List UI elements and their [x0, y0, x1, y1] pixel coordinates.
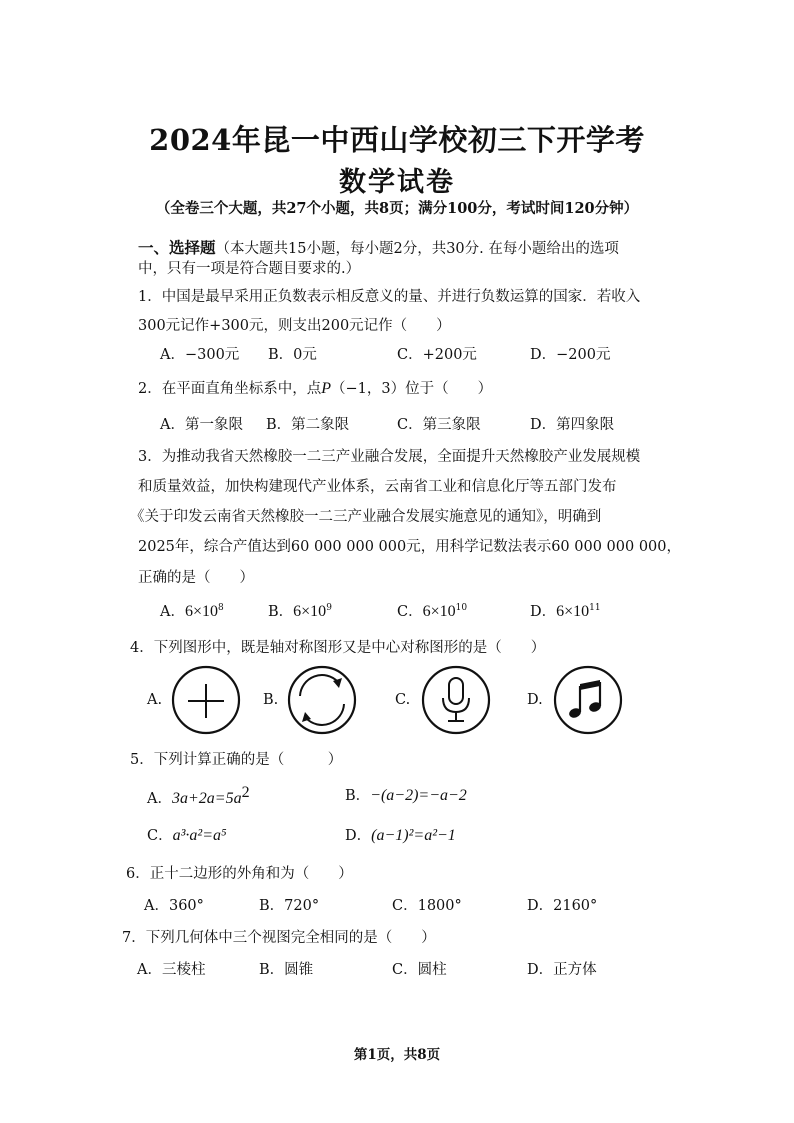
q5-option-b[interactable] [345, 784, 467, 805]
question-3-line-5: 正确的是（ ） [138, 570, 254, 586]
question-3-line-3: 《关于印发云南省天然橡胶一二三产业融合发展实施意见的通知》，明确到 [130, 509, 602, 525]
page-title: 2024年昆一中西山学校初三下开学考 [149, 123, 645, 157]
q6-option-a[interactable]: A．360° [144, 898, 204, 914]
question-5-stem: 5．下列计算正确的是（ ） [130, 752, 343, 768]
q5-option-a-expr: 3a+2a=5a [171, 789, 242, 807]
q5-option-d[interactable] [345, 824, 456, 845]
q2-point: P [321, 380, 332, 397]
q5-option-b-expr: −(a−2)=−a−2 [370, 787, 467, 804]
question-3-line-1: 3．为推动我省天然橡胶一二三产业融合发展，全面提升天然橡胶产业发展规模 [138, 449, 641, 465]
q2-option-b[interactable]: B．第二象限 [266, 417, 350, 433]
q3-option-a-exp: 8 [218, 603, 224, 614]
q6-option-d[interactable]: D．2160° [527, 898, 598, 914]
q3-option-b-label: B． [268, 604, 294, 620]
q3-option-d-exp: 11 [589, 603, 601, 614]
q1-option-a[interactable]: A．−300元 [160, 347, 240, 363]
q5-option-d-label: D． [345, 828, 372, 844]
question-2-stem [138, 377, 492, 398]
page-subject: 数学试卷 [339, 167, 455, 198]
q2-coords: （−1，3） [331, 381, 406, 397]
q4-option-b-figure-rotate-arrows-icon[interactable] [286, 664, 358, 736]
q4-option-a-label[interactable]: A. [147, 692, 163, 708]
q5-option-c-label: C． [147, 828, 173, 844]
q4-option-c-figure-microphone-icon[interactable] [420, 664, 492, 736]
q2-option-a[interactable]: A．第一象限 [160, 417, 243, 433]
q7-option-d[interactable]: D．正方体 [527, 962, 597, 978]
q3-option-c-base: 6×10 [422, 603, 456, 620]
q7-option-c[interactable]: C．圆柱 [392, 962, 447, 978]
q3-option-d-base: 6×10 [556, 603, 590, 620]
q3-option-a-label: A． [160, 604, 185, 620]
q5-option-a-exp: 2 [241, 784, 250, 801]
q3-option-d[interactable] [530, 600, 601, 621]
q5-option-a[interactable] [147, 784, 250, 808]
page-footer: 第1页，共8页 [353, 1047, 441, 1063]
q4-option-b-label[interactable]: B. [263, 692, 279, 708]
question-1-line-1: 1．中国是最早采用正负数表示相反意义的量、并进行负数运算的国家．若收入 [138, 289, 641, 305]
q3-option-b-exp: 9 [326, 603, 332, 614]
q3-option-c-label: C． [397, 604, 423, 620]
q4-option-c-label[interactable]: C. [395, 692, 411, 708]
q3-option-b-base: 6×10 [293, 603, 327, 620]
q5-option-d-expr: (a−1)²=a²−1 [371, 827, 456, 844]
question-1-line-2: 300元记作+300元，则支出200元记作（ ） [138, 318, 451, 334]
q7-option-b[interactable]: B．圆锥 [259, 962, 314, 978]
q3-option-d-label: D． [530, 604, 557, 620]
q3-option-c-exp: 10 [455, 603, 468, 614]
section-heading: 一、选择题 [138, 238, 216, 257]
q2-option-c[interactable]: C．第三象限 [397, 417, 481, 433]
section-heading-row [138, 236, 619, 258]
q6-option-c[interactable]: C．1800° [392, 898, 462, 914]
q5-option-c-expr: a³·a²=a⁵ [172, 827, 227, 844]
section-instructions: （本大题共15小题，每小题2分，共30分. 在每小题给出的选项 [215, 241, 619, 257]
q3-option-a[interactable] [160, 600, 224, 621]
q5-option-c[interactable] [147, 824, 227, 845]
q3-option-c[interactable] [397, 600, 467, 621]
q5-option-a-label: A． [147, 790, 172, 807]
q7-option-a[interactable]: A．三棱柱 [137, 962, 206, 978]
q1-option-b[interactable]: B．0元 [268, 347, 317, 363]
q6-option-b[interactable]: B．720° [259, 898, 320, 914]
question-3-line-2: 和质量效益，加快构建现代产业体系，云南省工业和信息化厅等五部门发布 [138, 479, 617, 495]
q2-suffix: 位于（ ） [405, 381, 493, 397]
q4-option-d-label[interactable]: D. [527, 692, 543, 708]
question-7-stem: 7．下列几何体中三个视图完全相同的是（ ） [122, 930, 436, 946]
q2-prefix: 2．在平面直角坐标系中，点 [138, 381, 322, 397]
question-3-line-4: 2025年，综合产值达到60 000 000 000元，用科学记数法表示60 000 000 000， [138, 539, 682, 555]
section-instructions-cont: 中，只有一项是符合题目要求的.） [138, 261, 361, 277]
q3-option-a-base: 6×10 [184, 603, 219, 620]
q4-option-d-figure-music-note-icon[interactable] [552, 664, 624, 736]
question-4-stem: 4．下列图形中，既是轴对称图形又是中心对称图形的是（ ） [130, 640, 546, 656]
q3-option-b[interactable] [268, 600, 332, 621]
q1-option-d[interactable]: D．−200元 [530, 347, 611, 363]
q4-option-a-figure-cross-icon[interactable] [170, 664, 242, 736]
exam-info: （全卷三个大题，共27个小题，共8页；满分100分，考试时间120分钟） [155, 200, 639, 217]
q5-option-b-label: B． [345, 788, 371, 804]
q1-option-c[interactable]: C．+200元 [397, 347, 477, 363]
q2-option-d[interactable]: D．第四象限 [530, 417, 615, 433]
question-6-stem: 6．正十二边形的外角和为（ ） [126, 866, 353, 882]
